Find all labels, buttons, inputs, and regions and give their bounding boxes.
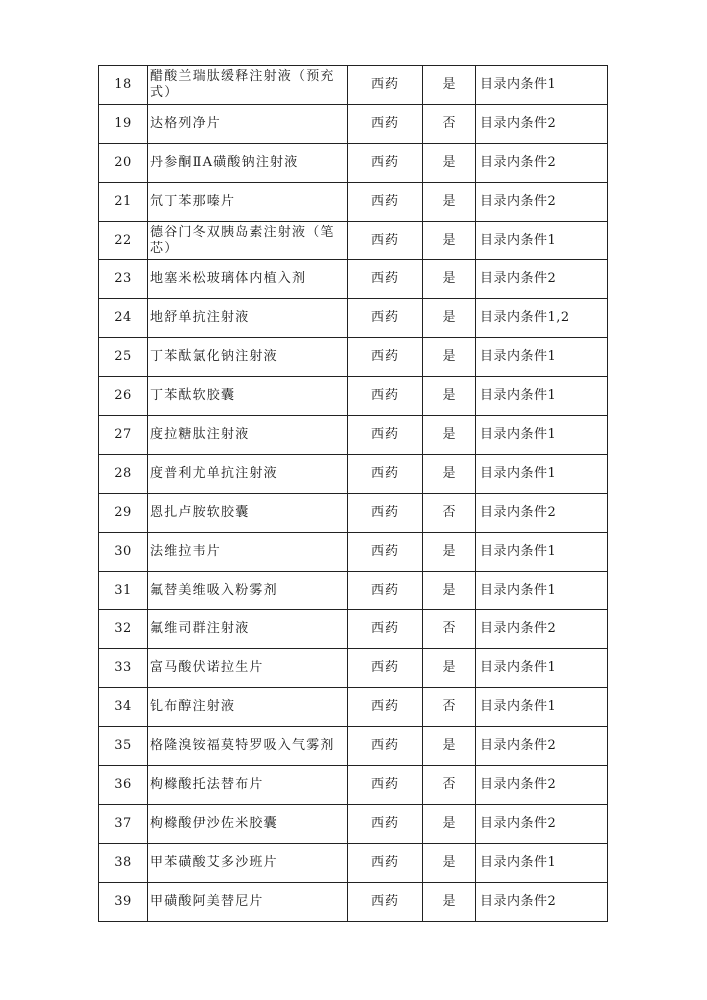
drug-name-cell: 德谷门冬双胰岛素注射液（笔芯） [148,221,348,260]
drug-list-table [98,65,608,922]
drug-list-body [99,66,608,922]
condition-cell: 目录内条件1 [476,688,608,727]
condition-cell: 目录内条件1 [476,571,608,610]
row-number-cell: 36 [99,766,148,805]
table-row [99,493,608,532]
condition-cell: 目录内条件2 [476,260,608,299]
condition-cell: 目录内条件1 [476,532,608,571]
drug-type-cell: 西药 [348,260,423,299]
table-row [99,299,608,338]
flag-cell: 是 [423,532,476,571]
drug-type-cell: 西药 [348,882,423,921]
drug-type-cell: 西药 [348,416,423,455]
row-number-cell: 24 [99,299,148,338]
drug-name-cell: 丹参酮ⅡA磺酸钠注射液 [148,143,348,182]
drug-type-cell: 西药 [348,727,423,766]
row-number-cell: 22 [99,221,148,260]
drug-name-cell: 枸橼酸托法替布片 [148,766,348,805]
table-row [99,182,608,221]
condition-cell: 目录内条件1 [476,377,608,416]
condition-cell: 目录内条件1 [476,843,608,882]
row-number-cell: 25 [99,338,148,377]
row-number-cell: 35 [99,727,148,766]
condition-cell: 目录内条件2 [476,493,608,532]
row-number-cell: 38 [99,843,148,882]
drug-name-cell: 法维拉韦片 [148,532,348,571]
drug-name-cell: 甲磺酸阿美替尼片 [148,882,348,921]
condition-cell: 目录内条件2 [476,882,608,921]
condition-cell: 目录内条件2 [476,766,608,805]
drug-type-cell: 西药 [348,221,423,260]
table-row [99,688,608,727]
condition-cell: 目录内条件1 [476,338,608,377]
row-number-cell: 29 [99,493,148,532]
row-number-cell: 33 [99,649,148,688]
table-row [99,882,608,921]
condition-cell: 目录内条件2 [476,143,608,182]
flag-cell: 是 [423,260,476,299]
table-row [99,804,608,843]
table-row [99,727,608,766]
table-row [99,221,608,260]
flag-cell: 是 [423,571,476,610]
drug-type-cell: 西药 [348,688,423,727]
drug-type-cell: 西药 [348,843,423,882]
flag-cell: 是 [423,182,476,221]
drug-name-cell: 地塞米松玻璃体内植入剂 [148,260,348,299]
row-number-cell: 21 [99,182,148,221]
row-number-cell: 18 [99,66,148,105]
drug-type-cell: 西药 [348,610,423,649]
drug-name-cell: 丁苯酞氯化钠注射液 [148,338,348,377]
flag-cell: 是 [423,377,476,416]
flag-cell: 是 [423,299,476,338]
condition-cell: 目录内条件1 [476,66,608,105]
drug-type-cell: 西药 [348,338,423,377]
flag-cell: 否 [423,688,476,727]
condition-cell: 目录内条件1 [476,416,608,455]
drug-type-cell: 西药 [348,493,423,532]
flag-cell: 是 [423,221,476,260]
row-number-cell: 32 [99,610,148,649]
row-number-cell: 39 [99,882,148,921]
drug-name-cell: 醋酸兰瑞肽缓释注射液（预充式） [148,66,348,105]
row-number-cell: 37 [99,804,148,843]
row-number-cell: 28 [99,454,148,493]
condition-cell: 目录内条件1 [476,454,608,493]
flag-cell: 是 [423,649,476,688]
flag-cell: 是 [423,843,476,882]
table-row [99,260,608,299]
flag-cell: 否 [423,493,476,532]
row-number-cell: 27 [99,416,148,455]
table-row [99,454,608,493]
drug-type-cell: 西药 [348,454,423,493]
row-number-cell: 20 [99,143,148,182]
condition-cell: 目录内条件2 [476,804,608,843]
drug-type-cell: 西药 [348,104,423,143]
drug-name-cell: 氟维司群注射液 [148,610,348,649]
flag-cell: 是 [423,727,476,766]
drug-name-cell: 达格列净片 [148,104,348,143]
flag-cell: 是 [423,338,476,377]
drug-name-cell: 富马酸伏诺拉生片 [148,649,348,688]
table-row [99,104,608,143]
row-number-cell: 31 [99,571,148,610]
drug-name-cell: 氘丁苯那嗪片 [148,182,348,221]
table-row [99,843,608,882]
condition-cell: 目录内条件1,2 [476,299,608,338]
drug-type-cell: 西药 [348,299,423,338]
table-row [99,338,608,377]
row-number-cell: 34 [99,688,148,727]
drug-name-cell: 格隆溴铵福莫特罗吸入气雾剂 [148,727,348,766]
table-row [99,610,608,649]
flag-cell: 是 [423,804,476,843]
row-number-cell: 26 [99,377,148,416]
drug-name-cell: 甲苯磺酸艾多沙班片 [148,843,348,882]
condition-cell: 目录内条件1 [476,649,608,688]
drug-name-cell: 氟替美维吸入粉雾剂 [148,571,348,610]
condition-cell: 目录内条件2 [476,610,608,649]
drug-type-cell: 西药 [348,649,423,688]
drug-type-cell: 西药 [348,66,423,105]
condition-cell: 目录内条件2 [476,104,608,143]
table-row [99,571,608,610]
drug-name-cell: 枸橼酸伊沙佐米胶囊 [148,804,348,843]
condition-cell: 目录内条件2 [476,727,608,766]
flag-cell: 是 [423,882,476,921]
drug-type-cell: 西药 [348,532,423,571]
flag-cell: 是 [423,416,476,455]
table-row [99,766,608,805]
flag-cell: 否 [423,610,476,649]
table-row [99,66,608,105]
row-number-cell: 23 [99,260,148,299]
flag-cell: 否 [423,104,476,143]
condition-cell: 目录内条件1 [476,221,608,260]
drug-name-cell: 度普利尤单抗注射液 [148,454,348,493]
row-number-cell: 19 [99,104,148,143]
drug-type-cell: 西药 [348,804,423,843]
table-row [99,377,608,416]
drug-name-cell: 丁苯酞软胶囊 [148,377,348,416]
table-row [99,143,608,182]
drug-type-cell: 西药 [348,766,423,805]
drug-type-cell: 西药 [348,571,423,610]
flag-cell: 是 [423,66,476,105]
table-row [99,649,608,688]
flag-cell: 否 [423,766,476,805]
drug-name-cell: 度拉糖肽注射液 [148,416,348,455]
flag-cell: 是 [423,454,476,493]
drug-name-cell: 地舒单抗注射液 [148,299,348,338]
drug-name-cell: 恩扎卢胺软胶囊 [148,493,348,532]
row-number-cell: 30 [99,532,148,571]
condition-cell: 目录内条件2 [476,182,608,221]
drug-type-cell: 西药 [348,377,423,416]
table-row [99,532,608,571]
drug-type-cell: 西药 [348,182,423,221]
table-row [99,416,608,455]
drug-name-cell: 钆布醇注射液 [148,688,348,727]
drug-type-cell: 西药 [348,143,423,182]
flag-cell: 是 [423,143,476,182]
